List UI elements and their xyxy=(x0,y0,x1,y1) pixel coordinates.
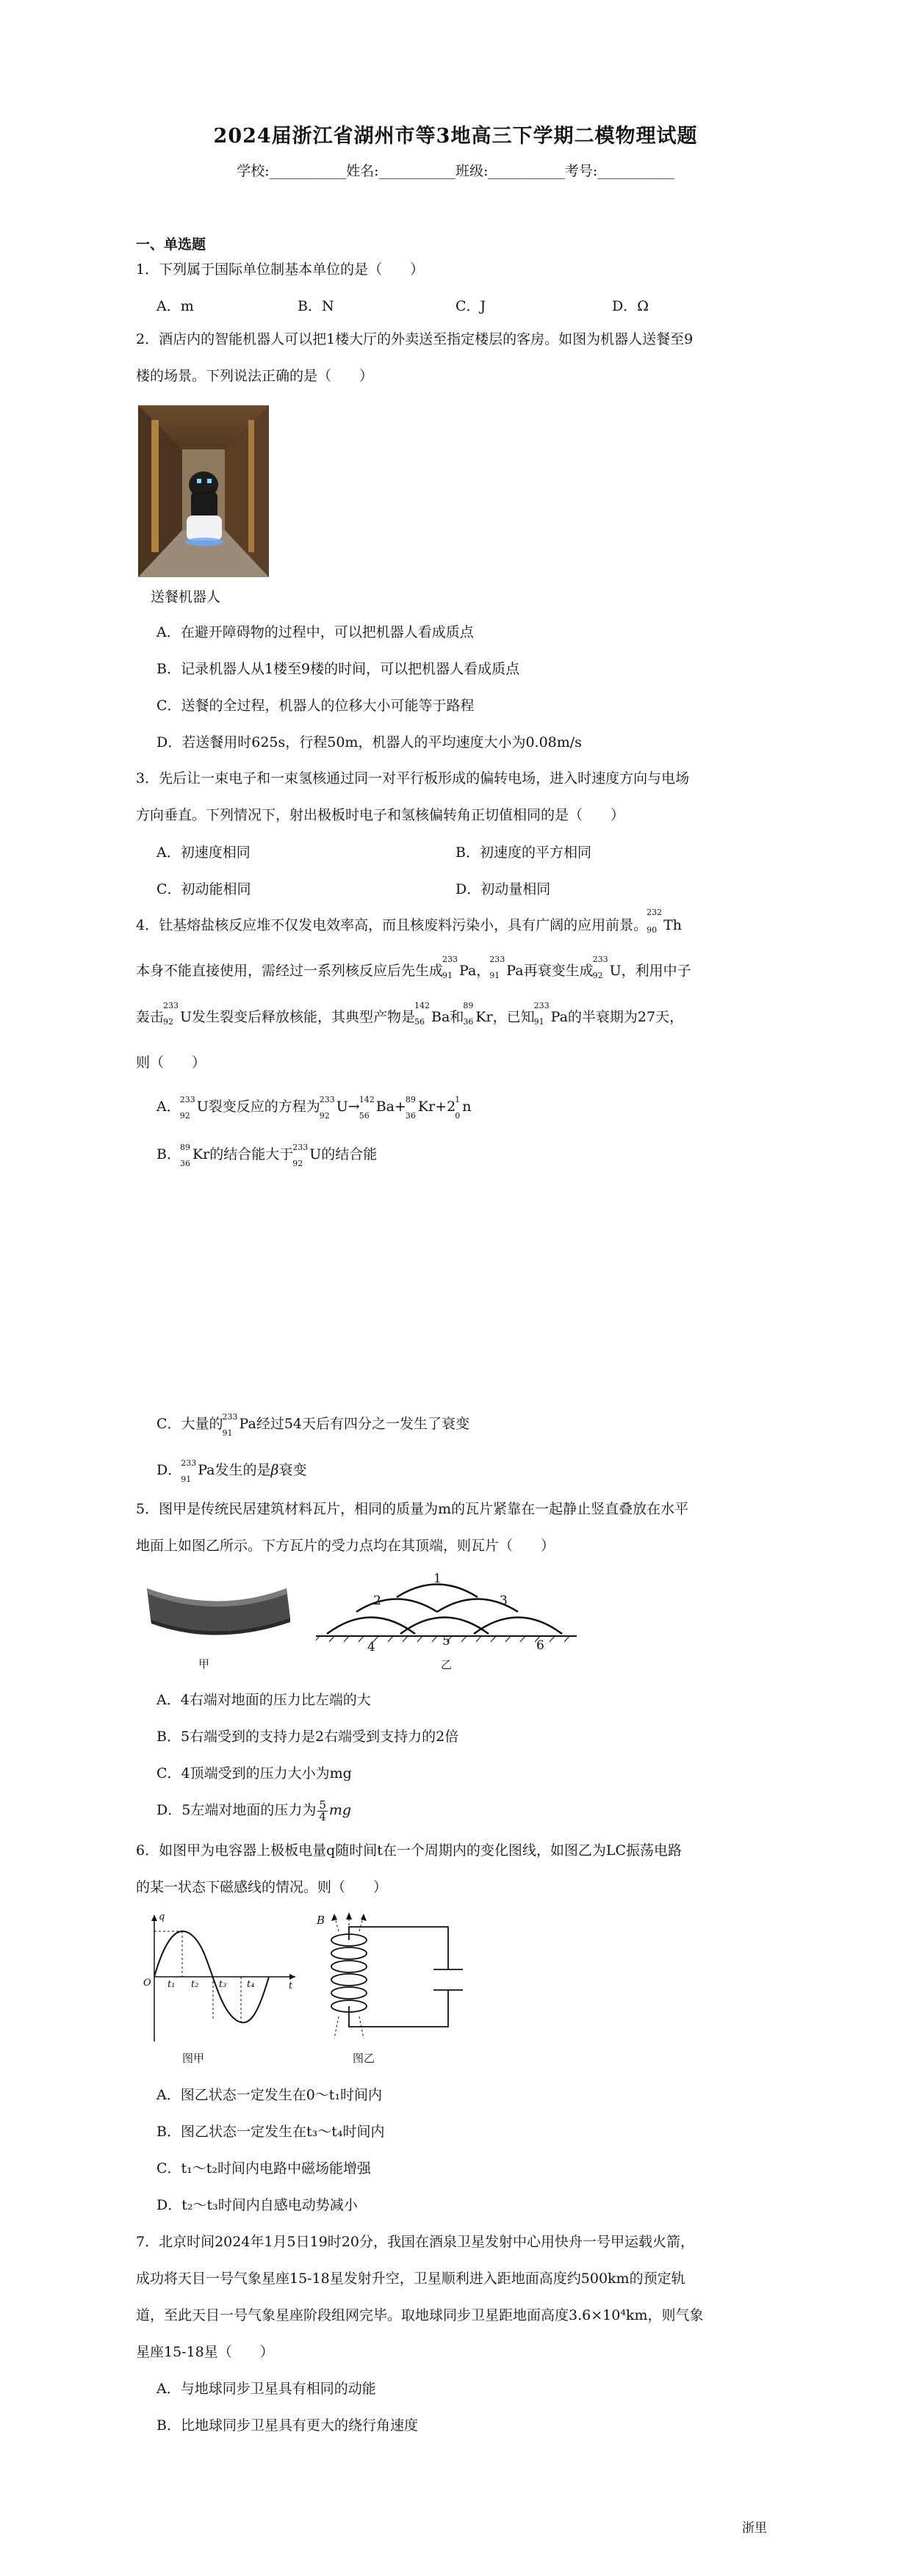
question-5-stem-line2: 地面上如图乙所示。下方瓦片的受力点均在其顶端，则瓦片（ ） xyxy=(136,1538,555,1554)
question-7-stem-line3: 道，至此天目一号气象星座阶段组网完毕。取地球同步卫星距地面高度3.6×10⁴km，则气象 xyxy=(136,2307,704,2323)
page-title: 2024届浙江省湖州市等3地高三下学期二模物理试题 xyxy=(213,125,698,148)
tick-t4: t₄ xyxy=(247,1979,255,1990)
q6-option-b: B．图乙状态一定发生在t₃～t₄时间内 xyxy=(156,2124,385,2140)
section-heading: 一、单选题 xyxy=(136,236,206,253)
q4-line2-text: 本身不能直接使用，需经过一系列核反应后先生成 xyxy=(136,963,444,979)
question-3-stem-line2: 方向垂直。下列情况下，射出极板时电子和氢核偏转角正切值相同的是（ ） xyxy=(136,807,625,823)
footer-mark: 浙里 xyxy=(742,2521,767,2536)
tile-label-1: 1 xyxy=(433,1571,442,1586)
q6-option-c: C．t₁～t₂时间内电路中磁场能增强 xyxy=(156,2160,372,2177)
lc-circuit-diagram xyxy=(312,1909,467,2049)
nuclide-pa: 233 91 Pa xyxy=(489,955,524,980)
question-7-stem-line4: 星座15-18星（ ） xyxy=(136,2344,274,2360)
tick-t3: t₃ xyxy=(219,1979,227,1990)
nuclide-u: 233 92 U xyxy=(592,955,622,980)
nuclide-u: 233 92 U xyxy=(319,1095,348,1121)
q2-option-b: B．记录机器人从1楼至9楼的时间，可以把机器人看成质点 xyxy=(156,661,520,677)
q1-option-d: D．Ω xyxy=(612,298,649,314)
tile-label-4: 4 xyxy=(367,1640,375,1652)
tile-label-5: 5 xyxy=(442,1634,450,1649)
q4-option-c: C．大量的 233 91 Pa经过54天后有四分之一发生了衰变 xyxy=(156,1412,469,1438)
q3-option-d: D．初动量相同 xyxy=(455,881,551,897)
fraction-5-4: $\frac{5}{4}$ xyxy=(319,1798,326,1823)
nuclide-pa: 233 91 Pa xyxy=(181,1458,215,1484)
q3-option-b: B．初速度的平方相同 xyxy=(455,844,591,861)
field-label-b: B xyxy=(317,1914,325,1927)
nuclide-pa: 233 91 Pa xyxy=(442,955,477,980)
question-3-stem-line1: 3．先后让一束电子和一束氢核通过同一对平行板形成的偏转电场，进入时速度方向与电场 xyxy=(136,770,690,786)
q2-option-a: A．在避开障碍物的过程中，可以把机器人看成质点 xyxy=(156,624,474,640)
q2-option-c: C．送餐的全过程，机器人的位移大小可能等于路程 xyxy=(156,698,475,714)
q5-option-b: B．5右端受到的支持力是2右端受到支持力的2倍 xyxy=(156,1729,459,1745)
q4-option-b: B． 89 36 Kr的结合能大于 233 92 U的结合能 xyxy=(156,1143,378,1168)
tile-label-6: 6 xyxy=(536,1638,544,1652)
q4-option-d: D． 233 91 Pa发生的是β衰变 xyxy=(156,1458,307,1484)
question-2-stem-line1: 2．酒店内的智能机器人可以把1楼大厅的外卖送至指定楼层的客房。如图为机器人送餐至9 xyxy=(136,331,694,347)
q6-option-d: D．t₂～t₃时间内自感电动势减小 xyxy=(156,2197,358,2213)
q1-option-a: A．m xyxy=(156,298,194,314)
question-5-stem-line1: 5．图甲是传统民居建筑材料瓦片，相同的质量为m的瓦片紧靠在一起静止竖直叠放在水平 xyxy=(136,1501,689,1517)
axis-label-q: q xyxy=(159,1911,165,1922)
nuclide-u: 233 92 U xyxy=(163,1001,192,1027)
question-4-line4: 则（ ） xyxy=(136,1054,206,1071)
q4-line3-text: 轰击 xyxy=(136,1009,165,1025)
q7-option-a: A．与地球同步卫星具有相同的动能 xyxy=(156,2381,376,2397)
robot-caption: 送餐机器人 xyxy=(151,589,221,605)
question-6-stem-line1: 6．如图甲为电容器上极板电量q随时间t在一个周期内的变化图线，如图乙为LC振荡电路 xyxy=(136,1842,683,1859)
q5-option-c: C．4顶端受到的压力大小为mg xyxy=(156,1765,352,1781)
axis-label-t: t xyxy=(289,1980,293,1991)
student-info-line: 学校:___________姓名:___________班级:___________考号:___________ xyxy=(237,163,674,179)
q2-option-d: D．若送餐用时625s，行程50m，机器人的平均速度大小为0.08m/s xyxy=(156,734,582,750)
nuclide-pa: 233 91 Pa xyxy=(222,1412,256,1438)
q7-option-b: B．比地球同步卫星具有更大的绕行角速度 xyxy=(156,2417,418,2434)
q6-option-a: A．图乙状态一定发生在0～t₁时间内 xyxy=(156,2087,383,2103)
roof-tile-photo xyxy=(140,1574,294,1647)
q1-option-c: C．J xyxy=(455,298,486,314)
nuclide-n: 1 0 n xyxy=(455,1095,472,1121)
nuclide-kr: 89 36 Kr xyxy=(179,1143,210,1168)
figure-label-tuyi: 图乙 xyxy=(353,2052,375,2065)
origin-label: O xyxy=(143,1978,151,1989)
figure-label-jia: 甲 xyxy=(198,1657,210,1671)
nuclide-th: 232 90 Th xyxy=(647,908,683,935)
question-6-stem-line2: 的某一状态下磁感线的情况。则（ ） xyxy=(136,1879,388,1895)
nuclide-ba: 142 56 Ba xyxy=(414,1001,450,1027)
tick-t1: t₁ xyxy=(168,1979,176,1990)
nuclide-pa: 233 91 Pa xyxy=(533,1001,568,1027)
tile-label-3: 3 xyxy=(500,1593,508,1608)
q3-option-a: A．初速度相同 xyxy=(156,844,251,861)
figure-label-yi: 乙 xyxy=(441,1658,453,1671)
q5-option-d: D．5左端对地面的压力为 $\frac{5}{4}$ mg xyxy=(156,1798,352,1823)
q4-option-a: A． 233 92 U裂变反应的方程为 233 92 U→ 142 56 Ba+ 89 36 Kr+2 1 0 n xyxy=(156,1095,472,1121)
tile-label-2: 2 xyxy=(373,1593,381,1608)
nuclide-u: 233 92 U xyxy=(179,1095,209,1121)
question-4-line1 xyxy=(136,908,683,938)
tick-t2: t₂ xyxy=(191,1979,199,1990)
question-4-line2: 本身不能直接使用，需经过一系列核反应后先生成 233 91 Pa， 233 91 Pa再衰变生成 233 92 U，利用中子 xyxy=(136,958,691,983)
nuclide-kr: 89 36 Kr xyxy=(405,1095,436,1121)
question-1-stem: 1．下列属于国际单位制基本单位的是（ ） xyxy=(136,261,425,278)
question-7-stem-line1: 7．北京时间2024年1月5日19时20分，我国在酒泉卫星发射中心用快舟一号甲运载火箭， xyxy=(136,2234,694,2250)
question-7-stem-line2: 成功将天目一号气象星座15-18星发射升空，卫星顺利进入距地面高度约500km的预定轨 xyxy=(136,2271,685,2287)
q3-option-c: C．初动能相同 xyxy=(156,881,251,897)
nuclide-kr: 89 36 Kr xyxy=(463,1001,493,1027)
q5-option-a: A．4右端对地面的压力比左端的大 xyxy=(156,1692,371,1708)
robot-photo xyxy=(138,405,269,577)
question-4-line3: 轰击 233 92 U发生裂变后释放核能，其典型产物是 142 56 Ba和 89 36 Kr，已知 233 91 Pa的半衰期为27天， xyxy=(136,1005,683,1030)
nuclide-ba: 142 56 Ba xyxy=(359,1095,395,1121)
q-t-graph xyxy=(140,1909,301,2049)
nuclide-u: 233 92 U xyxy=(292,1143,322,1168)
figure-label-tujia: 图甲 xyxy=(182,2052,205,2065)
q4-line1-text: 4．钍基熔盐核反应堆不仅发电效率高，而且核废料污染小，具有广阔的应用前景。 xyxy=(136,917,648,933)
question-2-stem-line2: 楼的场景。下列说法正确的是（ ） xyxy=(136,368,374,384)
q1-option-b: B．N xyxy=(298,298,334,314)
stacked-tiles-diagram xyxy=(316,1571,580,1652)
